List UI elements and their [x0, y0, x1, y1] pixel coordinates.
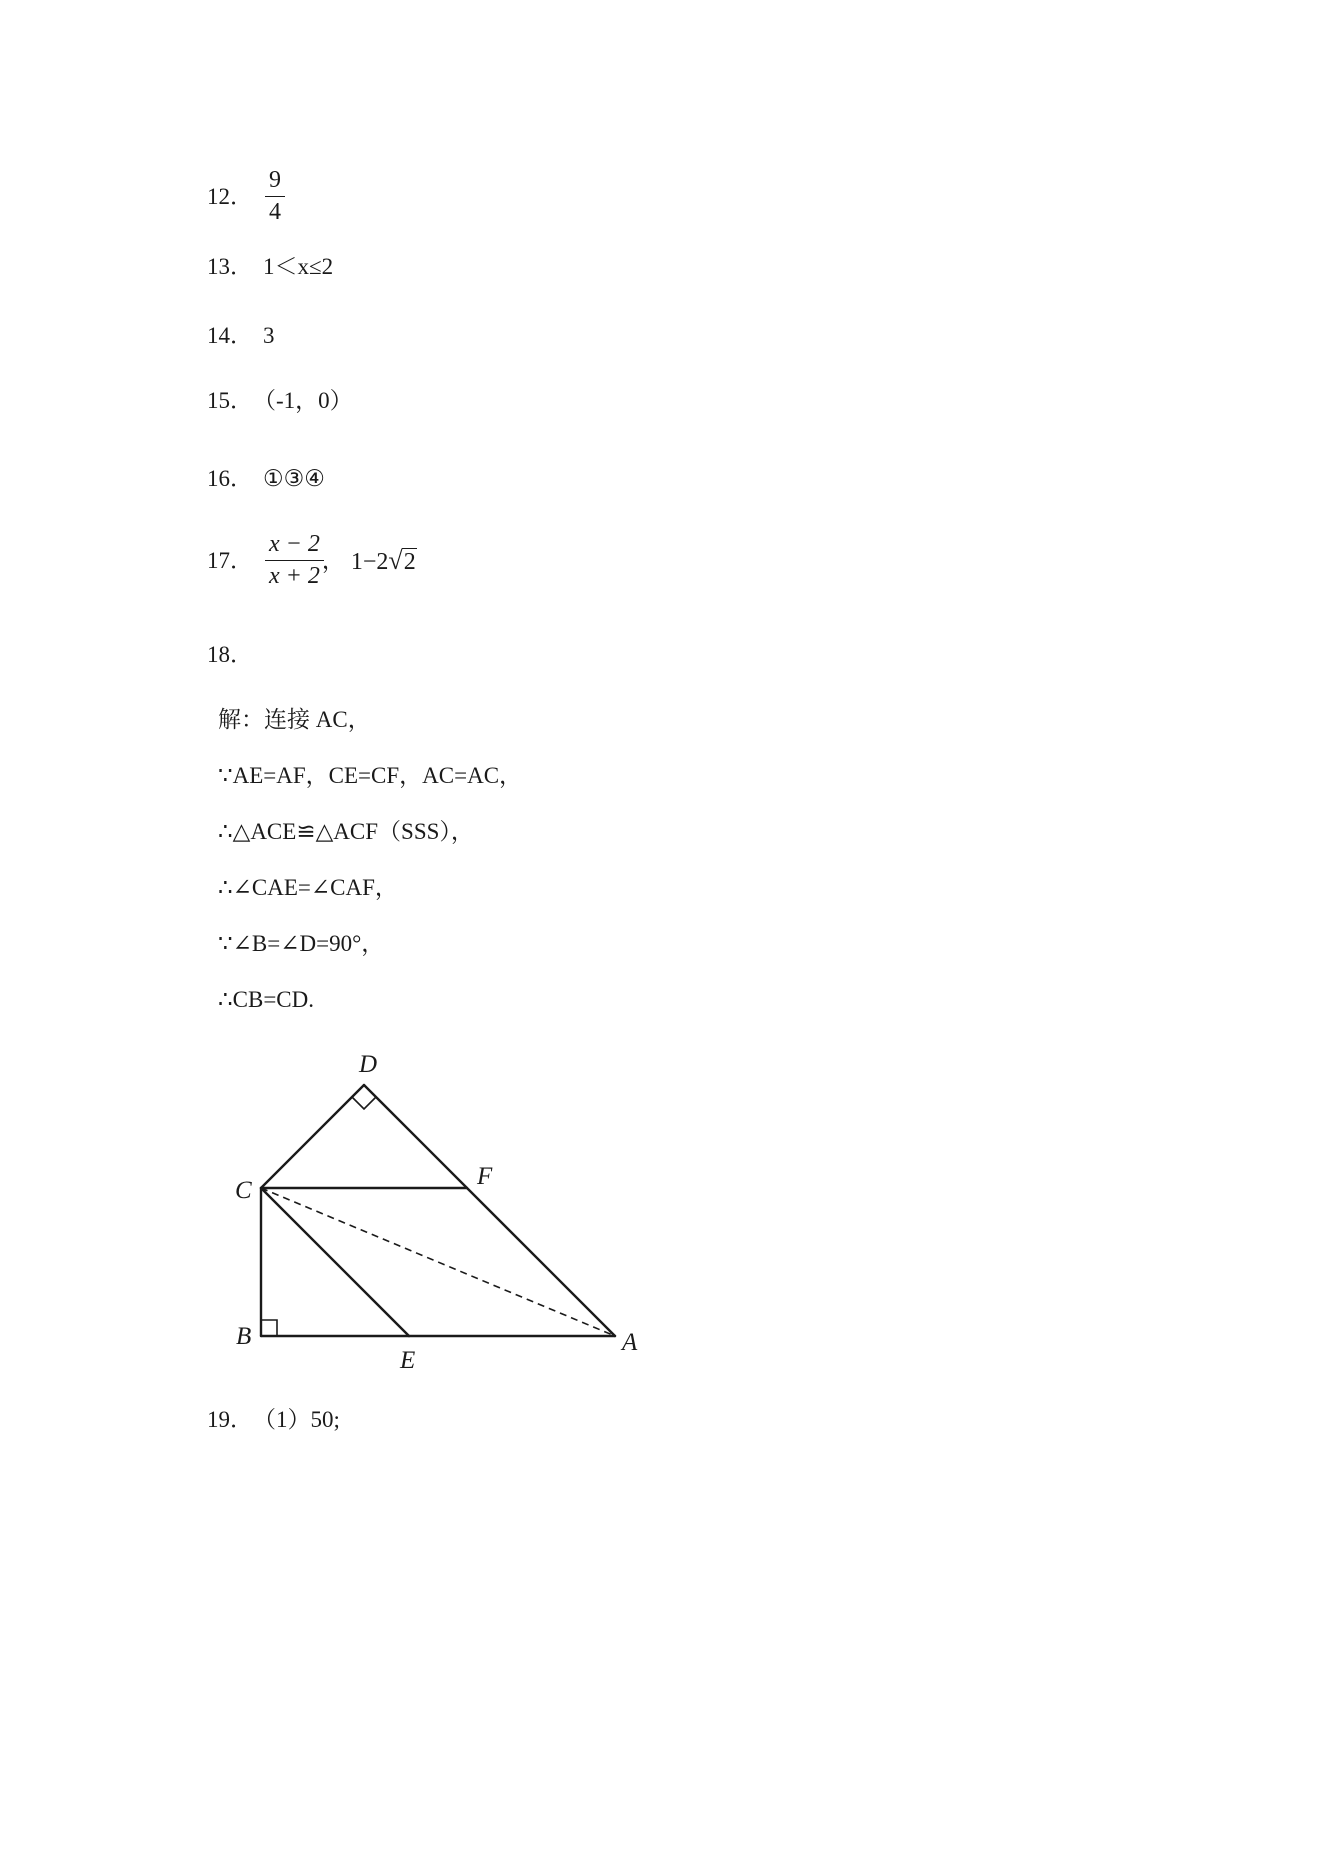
expression-prefix: 1−2 [350, 548, 389, 575]
fraction-numerator: x − 2 [269, 531, 320, 557]
answer-text: 1＜x≤2 [263, 254, 334, 279]
segment-da [364, 1085, 615, 1336]
label-b: B [236, 1323, 252, 1350]
label-a: A [622, 1329, 638, 1356]
question-number: 19． [207, 1407, 253, 1432]
right-angle-mark-d [352, 1097, 376, 1109]
answer-text: ①③④ [263, 466, 325, 491]
label-f: F [477, 1163, 493, 1190]
question-number: 18． [207, 642, 253, 667]
question-number: 16． [207, 466, 253, 491]
segment-ce [261, 1188, 409, 1336]
solution-line: ∴∠CAE=∠CAF， [218, 875, 398, 900]
label-e: E [400, 1347, 416, 1374]
solution-line: 解：连接 AC， [218, 707, 371, 732]
solution-line: ∴△ACE≌△ACF（SSS）， [218, 819, 474, 844]
fraction-denominator: x + 2 [269, 563, 320, 590]
answer-text: （-1，0） [253, 388, 353, 413]
radical-sign: √ [388, 545, 403, 575]
answer-19 [207, 1408, 340, 1431]
segment-cd [261, 1085, 364, 1188]
segment-ca-dashed [261, 1188, 615, 1336]
question-number: 13． [207, 254, 253, 279]
answer-text: 3 [263, 323, 275, 348]
label-c: C [235, 1177, 252, 1204]
separator: ， [321, 548, 345, 574]
radicand: 2 [403, 548, 416, 575]
solution-line: ∴CB=CD. [218, 987, 314, 1012]
fraction-denominator: 4 [269, 199, 281, 226]
question-number: 14． [207, 323, 253, 348]
question-number: 15． [207, 388, 253, 413]
right-angle-mark-b [261, 1320, 277, 1336]
question-number: 17． [207, 548, 253, 574]
answer-text: （1）50; [253, 1407, 340, 1432]
solution-line: ∵AE=AF，CE=CF，AC=AC， [218, 763, 523, 788]
fraction-numerator: 9 [269, 167, 281, 193]
label-d: D [359, 1051, 378, 1078]
solution-line: ∵∠B=∠D=90°， [218, 931, 385, 956]
question-number: 12． [207, 184, 253, 210]
